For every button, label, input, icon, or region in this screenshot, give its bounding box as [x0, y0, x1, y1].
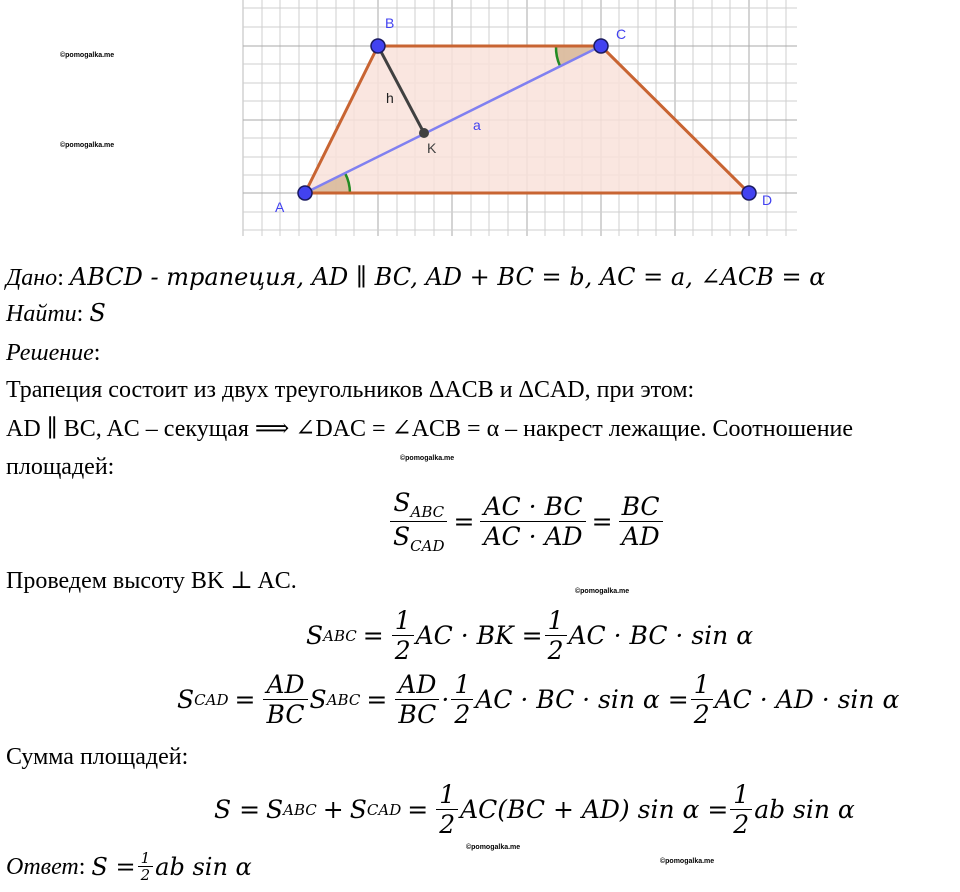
label-a: A	[275, 199, 285, 215]
watermark: ©pomogalka.me	[60, 142, 115, 149]
label-k: K	[427, 140, 437, 156]
label-b: B	[385, 15, 395, 31]
point-a	[298, 186, 312, 200]
given-line: Дано: ABCD - трапеция, AD ∥ BC, AD + BC = b, AC = a, ∠ACB = α	[6, 263, 826, 291]
given-label: Дано	[6, 265, 58, 291]
solution-line: Решение:	[6, 340, 101, 366]
formula-ratio: $\frac{S_{ABC}}{S_{CAD}}$ = $\frac{AC \cdot BC}{AC \cdot AD}$ = $\frac{BC}{AD}$	[388, 488, 665, 555]
find-label: Найти	[6, 301, 77, 327]
label-h: h	[386, 90, 394, 106]
watermark: ©pomogalka.me	[400, 455, 455, 462]
text-line-2: AD ∥ BC, AC – секущая ⟹ ∠DAC = ∠ACB = α – накрест лежащие. Соотношение	[6, 416, 854, 442]
formula-sum: S = S ABC + S CAD = $\frac{1}{2}$ AC(BC + AD) sin α = $\frac{1}{2}$ ab sin α	[214, 780, 855, 839]
solution-label: Решение	[6, 340, 94, 366]
watermark: ©pomogalka.me	[60, 52, 115, 59]
answer-label: Ответ	[6, 853, 79, 880]
answer-rest: ab sin α	[155, 852, 252, 881]
point-d	[742, 186, 756, 200]
answer-line: Ответ : S = $\frac{1}{2}$ ab sin α	[6, 849, 252, 884]
answer-s: S =	[91, 852, 136, 881]
point-c	[594, 39, 608, 53]
point-b	[371, 39, 385, 53]
text-line-3: площадей:	[6, 454, 115, 480]
text-line-4: Проведем высоту BK ⊥ AC.	[6, 568, 297, 594]
trapezoid-figure	[240, 0, 800, 240]
text-line-5: Сумма площадей:	[6, 744, 189, 770]
text-line-1: Трапеция состоит из двух треугольников ΔACB и ΔCAD, при этом:	[6, 377, 695, 403]
answer-half: $\frac{1}{2}$	[138, 850, 154, 883]
watermark: ©pomogalka.me	[466, 844, 521, 851]
label-d: D	[762, 192, 773, 208]
formula-sabc: S ABC = $\frac{1}{2}$ AC · BK = $\frac{1}{2}$ AC · BC · sin α	[306, 606, 754, 665]
find-text: S	[89, 299, 106, 327]
formula-scad: S CAD = $\frac{AD}{BC}$ S ABC = $\frac{AD}{BC}$ · $\frac{1}{2}$ AC · BC · sin α = $\frac{1}{2}$ AC · AD · sin α	[177, 670, 900, 729]
watermark: ©pomogalka.me	[575, 588, 630, 595]
label-c: C	[616, 26, 627, 42]
given-text: ABCD - трапеция, AD ∥ BC, AD + BC = b, AC = a, ∠ACB = α	[69, 263, 826, 291]
label-a-small: a	[473, 117, 481, 133]
point-k	[419, 128, 429, 138]
watermark: ©pomogalka.me	[660, 858, 715, 865]
find-line: Найти: S	[6, 299, 106, 327]
